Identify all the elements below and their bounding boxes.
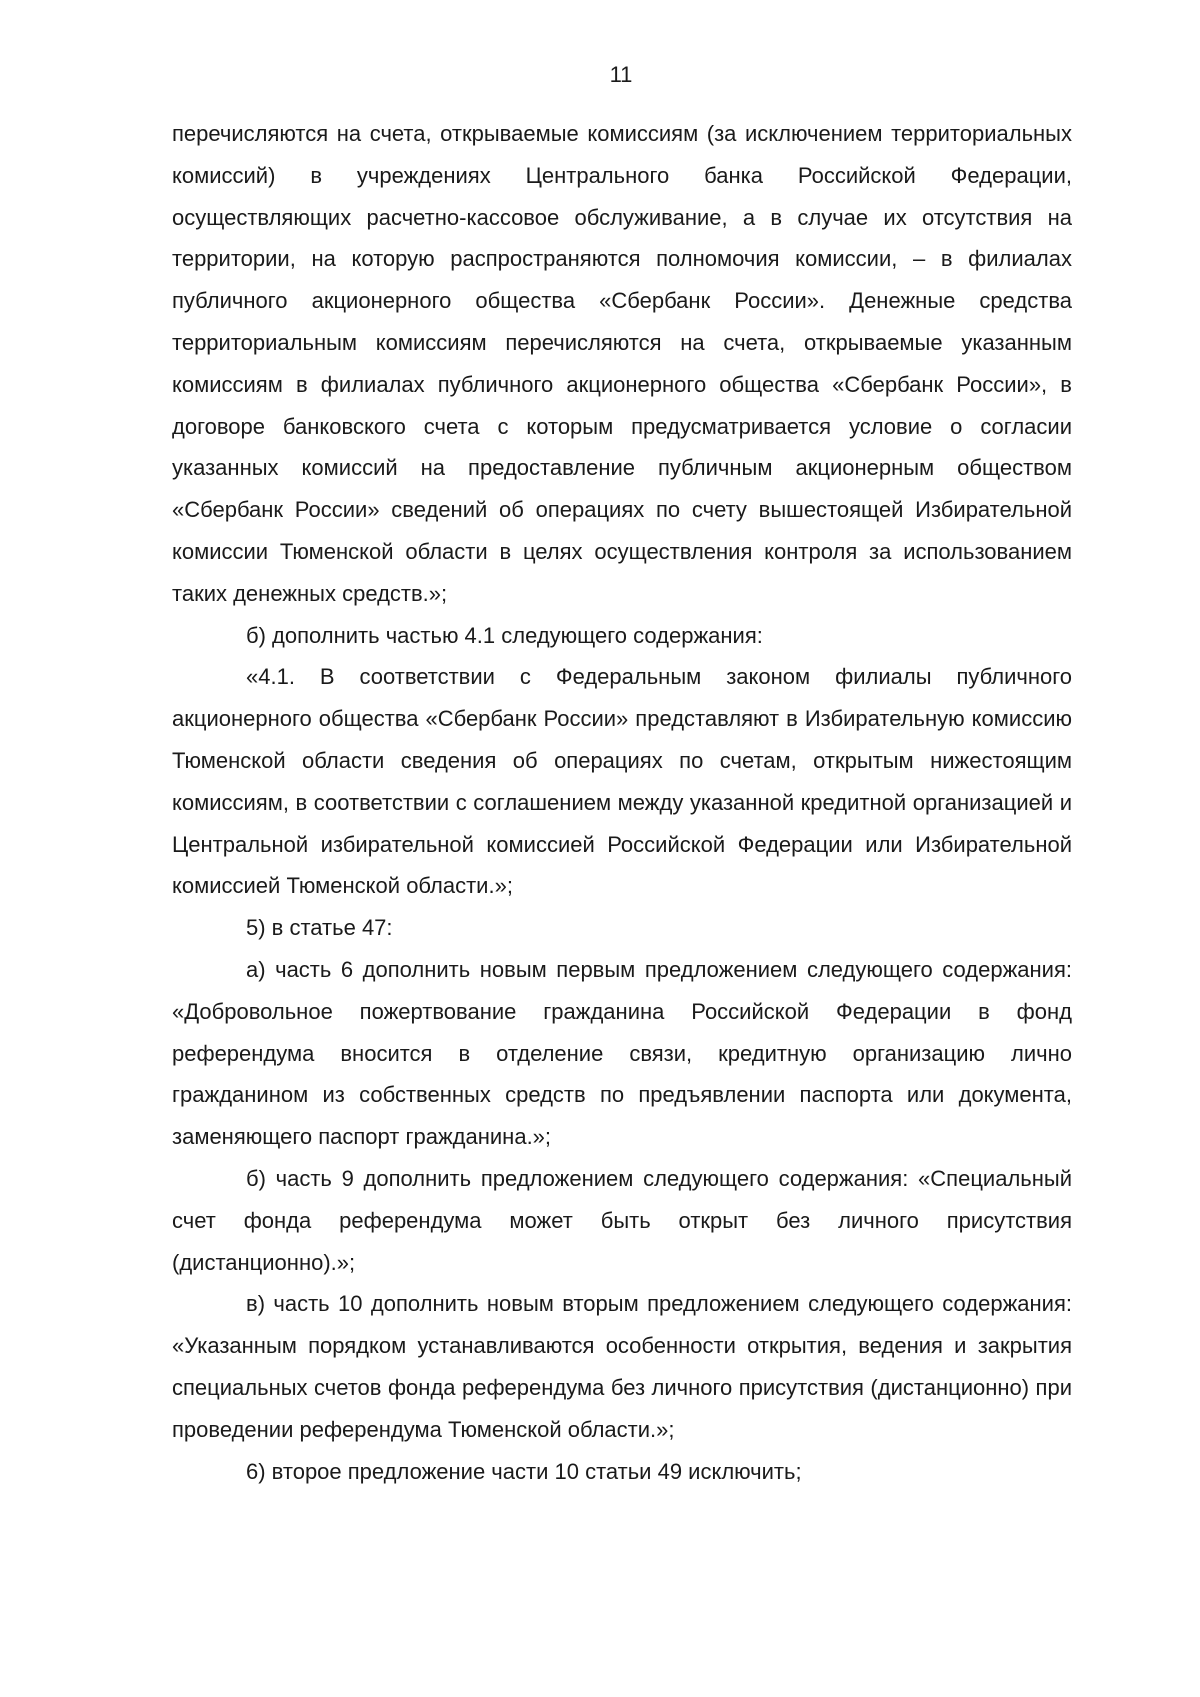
paragraph-item-v-part-10: в) часть 10 дополнить новым вторым предложением следующего содержания: «Указанным порядком устанавливаются особенности открытия, ведения и закрытия специальных счетов фонда референдума без личного присутствия (дистанционно) при проведении референдума Тюменской области.»;	[172, 1291, 1072, 1442]
page-number: 11	[609, 62, 633, 87]
document-body	[172, 113, 1072, 1492]
paragraph-item-b-part-9: б) часть 9 дополнить предложением следующего содержания: «Специальный счет фонда референдума может быть открыт без личного присутствия (дистанционно).»;	[172, 1165, 1072, 1275]
paragraph-item-5: 5) в статье 47:	[246, 915, 393, 941]
paragraph-item-6: 6) второе предложение части 10 статьи 49 исключить;	[246, 1458, 802, 1484]
paragraph-item-a-part-6: а) часть 6 дополнить новым первым предложением следующего содержания: «Добровольное пожертвование гражданина Российской Федерации в фонд референдума вносится в отделение связи, кредитную организацию лично гражданином из собственных средств по предъявлении паспорта или документа, заменяющего паспорт гражданина.»;	[172, 956, 1072, 1150]
paragraph-part-4-1: «4.1. В соответствии с Федеральным законом филиалы публичного акционерного общества «Сбербанк России» представляют в Избирательную комиссию Тюменской области сведения об операциях по счетам, открытым нижестоящим комиссиям, в соответствии с соглашением между указанной кредитной организацией и Центральной избирательной комиссией Российской Федерации или Избирательной комиссией Тюменской области.»;	[172, 664, 1072, 899]
paragraph-item-b-add-part: б) дополнить частью 4.1 следующего содержания:	[246, 622, 763, 648]
paragraph-continuation: перечисляются на счета, открываемые комиссиям (за исключением территориальных комиссий) в учреждениях Центрального банка Российской Федерации, осуществляющих расчетно-кассовое обслуживание, а в случае их отсутствия на территории, на которую распространяются полномочия комиссии, – в филиалах публичного акционерного общества «Сбербанк России». Денежные средства территориальным комиссиям перечисляются на счета, открываемые указанным комиссиям в филиалах публичного акционерного общества «Сбербанк России», в договоре банковского счета с которым предусматривается условие о согласии указанных комиссий на предоставление публичным акционерным обществом «Сбербанк России» сведений об операциях по счету вышестоящей Избирательной комиссии Тюменской области в целях осуществления контроля за использованием таких денежных средств.»;	[172, 121, 1072, 606]
